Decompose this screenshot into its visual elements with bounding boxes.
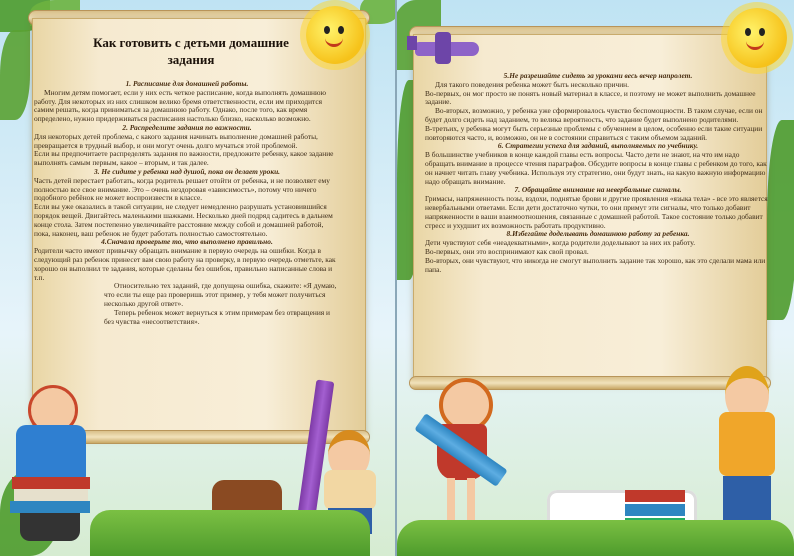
leaf-decoration	[0, 30, 30, 120]
paragraph: Если вы уже оказались в такой ситуации, не следует немедленно разрушать установившийся порядок вещей. Двигайтесь маленькими шажками. Несколько дней подряд садитесь в дальнем конце стола. Затем постепенно увеличивайте расстояние между собой и домашней работой, пока, наконец, ваш ребенок не будет работать полностью самостоятельно.	[34, 202, 333, 238]
flowers-illustration	[90, 510, 370, 556]
page-title: Как готовить с детьми домашние задания	[93, 35, 289, 67]
boy-with-pencils-illustration	[707, 366, 787, 546]
sun-face	[741, 24, 771, 52]
paragraph: В-третьих, у ребенка могут быть серьезные проблемы с обучением в целом, особенно если такие ситуации повторяются часто, и, возможно, он не в состоянии справиться с таким объемом заданий.	[425, 123, 763, 142]
paragraph: Многим детям помогает, если у них есть четкое расписание, когда выполнять домашнюю работу. Для некоторых из них слишком велико бремя ответственности, если им приходится самим решать, когда приниматься за домашнюю работу. Однако, после того, как время определено, нужно придерживаться расписания настолько близко, насколько возможно.	[34, 87, 327, 124]
paragraph: Для некоторых детей проблема, с какого задания начинать выполнение домашней работы, превращается в трудный выбор, и они могут очень долго мучаться этой проблемой.	[34, 131, 318, 150]
section-heading: 7. Обращайте внимание на невербальные сигналы.	[514, 185, 682, 195]
paragraph: Во-первых, они это воспринимают как свой провал.	[425, 246, 589, 256]
sun-face	[320, 22, 350, 48]
paragraph: Для такого поведения ребенка может быть несколько причин.	[435, 79, 629, 89]
airplane-icon	[407, 30, 487, 64]
section-heading: 2. Распределите задания по важности.	[122, 122, 252, 132]
right-text-column	[425, 72, 771, 274]
section-heading: 8.Избегайте доделывать домашнюю работу за ребенка.	[506, 229, 690, 239]
paragraph: Во-вторых, возможно, у ребенка уже сформировалось чувство беспомощности. В таком случае, если он будет долго сидеть над заданием, то велика вероятность, что задание будет выполнено родителями.	[425, 106, 763, 124]
paragraph: Если вы предпочитаете распределять задания по важности, предложите ребенку, какое задание выполнять самым первым, какое – вторым, и так далее.	[34, 149, 334, 168]
section-heading: 5.Не разрешайте сидеть за уроками весь вечер напролет.	[503, 71, 693, 80]
paragraph: Родители часто имеют привычку обращать внимание в первую очередь на ошибки. Когда в следующий раз ребенок принесет вам свою работу на проверку, в первую очередь отметьте, как хорошо он выполнил те задания, которые сделаны без ошибок, правильно написанные слова и т.п.	[34, 246, 336, 282]
paragraph: Часть детей перестает работать, когда родитель решает отойти от ребенка, и не позволяет ему полностью все свое внимание. Это – очень нездоровая «зависимость», потому что ничего подобного ребёнок не может воспроизвести в классе.	[34, 175, 330, 203]
section-heading: 6. Стратегии успеха для заданий, выполняемых по учебнику.	[497, 141, 699, 151]
section-heading: 3. Не сидите у ребенка над душой, пока он делает уроки.	[93, 166, 281, 176]
left-text-column	[34, 80, 340, 326]
paragraph: Относительно тех заданий, где допущена ошибка, скажите: «Я думаю, что если ты еще раз проверишь этот пример, у тебя может получиться несколько другой ответ».	[104, 281, 337, 308]
section-heading: 1. Расписание для домашней работы.	[125, 79, 249, 88]
paragraph: Гримасы, напряженность позы, вздохи, поднятые брови и другие проявления «языка тела» - все это является невербальными ответами. Если дети достаточно чутки, то они примут эти сигналы, что только добавит напряженности в ваши взаимоотношения, связанные с домашней работой. Такое состояние только добавит стресс и ухудшит их возможность работать продуктивно.	[425, 194, 768, 230]
paragraph: Во-вторых, они чувствуют, что никогда не смогут выполнить задание так хорошо, как это сделали мама или папа.	[425, 255, 766, 274]
girl-with-books-illustration	[10, 385, 90, 545]
right-page	[397, 0, 794, 556]
leaf-decoration	[767, 120, 794, 320]
flowers-illustration	[397, 520, 794, 556]
paragraph: Во-первых, он мог просто не понять новый материал в классе, и поэтому не может выполнить домашнее задание.	[425, 88, 756, 107]
section-heading: 4.Сначала проверьте то, что выполнено правильно.	[101, 237, 273, 247]
paragraph: Теперь ребенок может вернуться к этим примерам без отвращения и без чувства «несоответствия».	[104, 307, 330, 326]
paragraph: В большинстве учебников в конце каждой главы есть вопросы. Часто дети не знают, на что им надо обращать внимание в процессе чтения параграфов. Обсудите вопросы в конце главы с ребенком до того, как он начнет читать главу учебника. Используя эту стратегию, они будут знать, на какую важную информацию надо обращать внимание.	[425, 150, 767, 186]
paragraph: Дети чувствуют себя «неадекватными», когда родители доделывают за них их работу.	[425, 238, 696, 248]
